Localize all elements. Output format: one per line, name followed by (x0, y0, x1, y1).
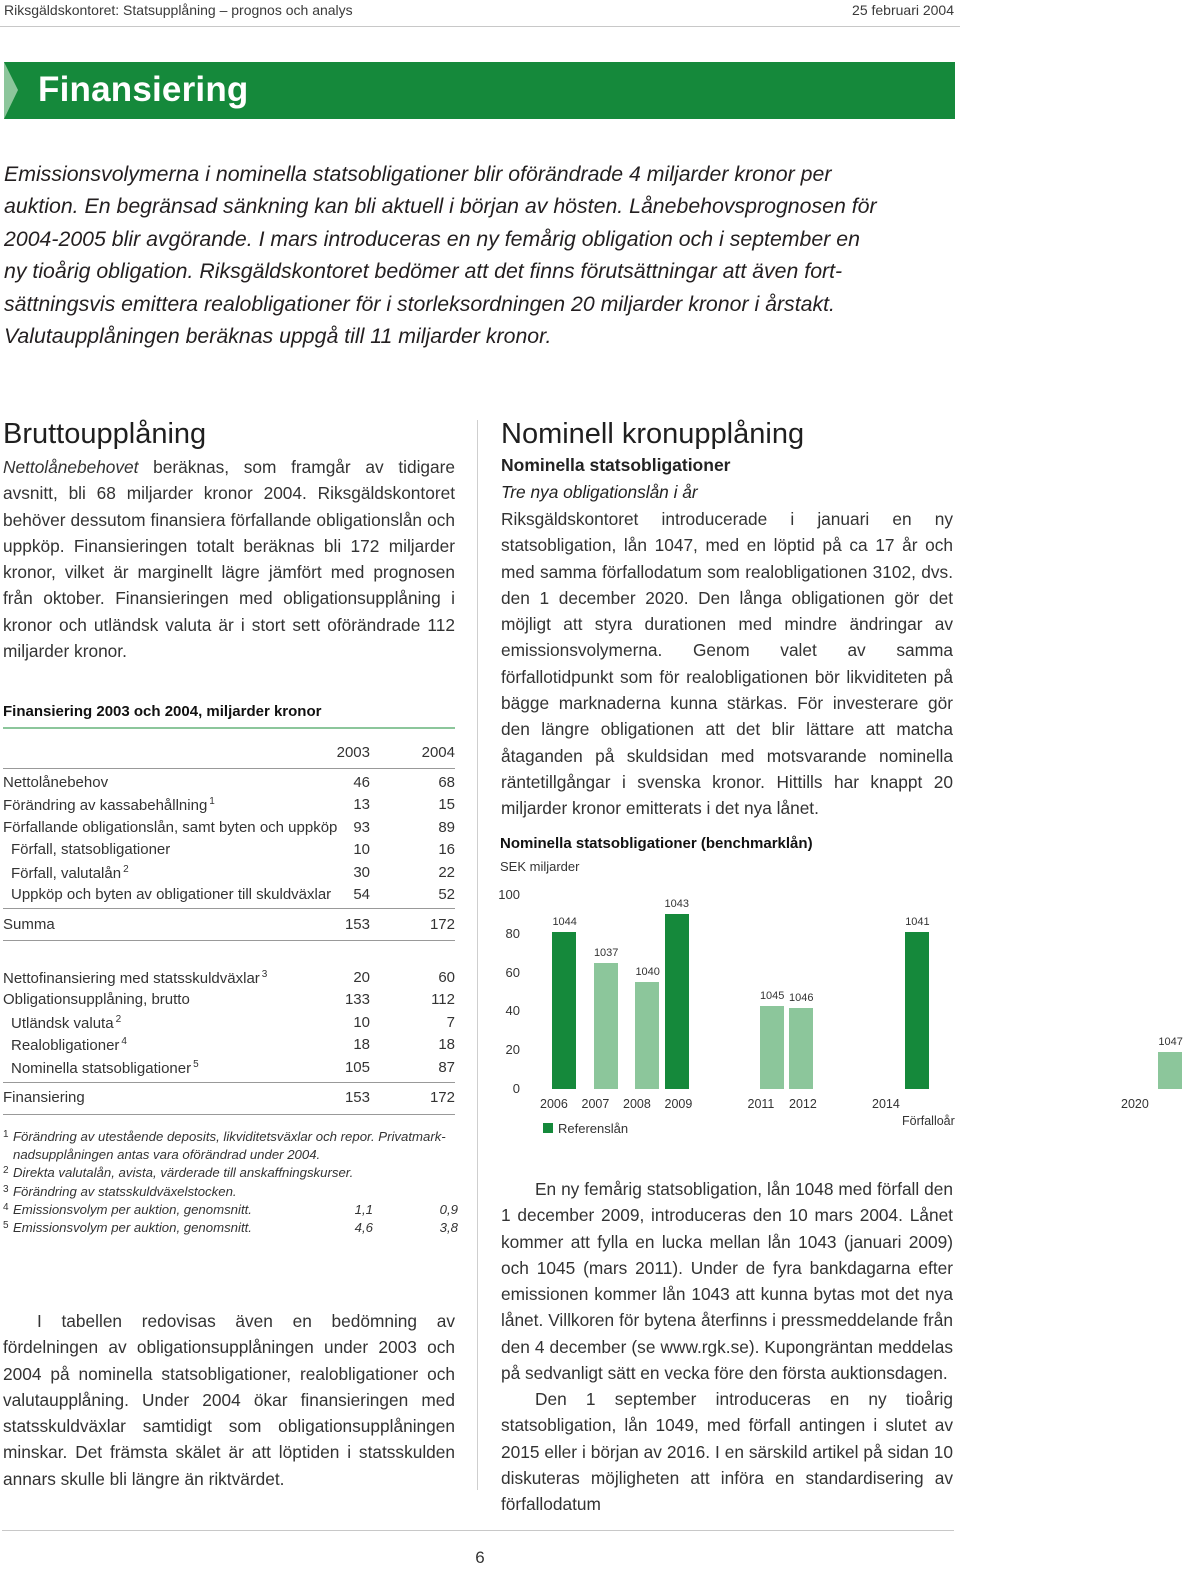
x-tick-label: 2011 (747, 1097, 775, 1111)
table-row (3, 1014, 455, 1034)
row-label (3, 774, 108, 791)
footnote (3, 1183, 458, 1201)
left-para-emphasis: Nettolånebehovet (3, 457, 139, 477)
bar-label: 1046 (789, 991, 814, 1004)
footnote-text: Emissionsvolym per auktion, genomsnitt. (13, 1201, 252, 1217)
row-label (3, 969, 267, 987)
footnote-ref: 5 (193, 1058, 199, 1070)
table-row (3, 991, 455, 1011)
bar-label: 1044 (552, 915, 577, 928)
intro-line: auktion. En begränsad sänkning kan bli aktuell i början av hösten. Lånebehovsprognosen för (4, 194, 877, 219)
row-label-text: Utländsk valuta (11, 1014, 114, 1032)
total-rule (3, 1082, 455, 1083)
cell-2004: 16 (438, 841, 455, 859)
row-label (3, 991, 190, 1008)
footnote (3, 1164, 458, 1182)
left-paragraph (3, 454, 455, 664)
row-label-text: Nettolånebehov (3, 774, 109, 791)
cell-2004: 22 (438, 863, 455, 881)
row-label (11, 864, 129, 882)
legend-swatch (543, 1123, 553, 1133)
intro-line: 2004-2005 blir avgörande. I mars introduceras en ny femårig obligation och i september en (4, 226, 860, 251)
row-label (11, 841, 170, 858)
row-label-text: Förfallande obligationslån, samt byten och uppköp (3, 818, 338, 836)
footnote-text: Direkta valutalån, avista, värderade till anskaffningskurser. (13, 1165, 354, 1181)
footnote (3, 1128, 458, 1146)
y-tick-label: 0 (512, 1081, 520, 1096)
right-paragraph-1: Riksgäldskontoret introducerade i januari en ny statsobligation, lån 1047, med en löptid på ca 17 år och med samma förfallodatum som realobligationen 3102, dvs. den 1 december 2020. Den långa obligationen gör det möjligt att styra durationen med mindre ändringar av emissionsvolymerna. Genom valet av samma förfallotidpunkt som för realobligationen bör likviditeten på bägge marknaderna kunna stärkas. För investerare gör den längre obligationen att det blir lättare att matcha åtaganden på skuldsidan med motsvarande nominella räntetillgångar i svenska kronor. Hittills har knappt 20 miljarder kronor emitterats i det nya lånet. (501, 509, 953, 819)
cell-2004: 112 (431, 991, 455, 1009)
row-label-text: Nominella statsobligationer (11, 1059, 192, 1077)
right-paragraph-2: En ny femårig statsobligation, lån 1048 med förfall den 1 december 2009, introduceras den 10 mars 2004. Lånet kommer att fylla en lucka mellan lån 1043 (januari 2009) och 1045 (mars 2011). Under de fyra bankdagarna efter emissionen kommer lån 1043 att kunna bytas mot det nya lånet. Villkoren för bytena återfinns i pressmeddelande från den 4 december (se www.rgk.se). Kupongräntan meddelas på sedvanligt sätt en vecka före den första auktionsdagen. (501, 1179, 953, 1384)
cell-2003: 54 (353, 886, 370, 903)
right-paragraph-3: Den 1 september introduceras en ny tioårig statsobligation, lån 1049, med förfall antingen i slutet av 2015 eller i början av 2016. I en särskild artikel på sidan 10 diskuteras möjligheten att införa en standardisering av förfallodatum (501, 1389, 953, 1515)
intro-line: ny tioårig obligation. Riksgäldskontoret bedömer att det finns förutsättningar att även fort- (4, 259, 843, 284)
footnote-2004: 0,9 (439, 1201, 458, 1217)
table-footnotes (3, 1128, 458, 1237)
chart-legend (543, 1121, 628, 1136)
bar-1047 (1158, 1052, 1182, 1089)
x-tick-label: 2014 (872, 1097, 900, 1111)
summa-row (3, 916, 455, 936)
chart-title: Nominella statsobligationer (benchmarklån) (500, 835, 813, 852)
intro-line: Valutaupplåningen beräknas uppgå till 11 miljarder kronor. (4, 324, 552, 349)
y-tick-label: 80 (505, 925, 520, 941)
running-header (0, 0, 960, 27)
bar-1040 (635, 982, 659, 1089)
row-label-text: Förfall, valutalån (11, 864, 122, 882)
bar-1041 (905, 932, 929, 1089)
row-label (11, 1059, 199, 1077)
col-2004-header: 2004 (421, 744, 455, 761)
row-label-text: Förfall, statsobligationer (11, 841, 171, 859)
footnote-text: Emissionsvolym per auktion, genomsnitt. (13, 1220, 252, 1236)
table-top-rule (3, 727, 455, 729)
cell-2004: 60 (438, 969, 455, 986)
bar-label: 1040 (635, 966, 660, 979)
footnote-2003: 4,6 (354, 1220, 373, 1236)
row-label (11, 886, 331, 903)
row-label (11, 1036, 127, 1054)
row-label-text: Uppköp och byten av obligationer till skuldväxlar (11, 886, 332, 903)
footer-rule (2, 1530, 954, 1531)
table-title: Finansiering 2003 och 2004, miljarder kronor (3, 703, 322, 720)
x-tick-label: 2020 (1121, 1097, 1149, 1111)
footnote-2003: 1,1 (354, 1201, 373, 1217)
cell-2004: 18 (438, 1036, 455, 1054)
bar-1044 (552, 932, 576, 1089)
row-label (3, 819, 337, 836)
footnote-number: 1 (3, 1129, 9, 1140)
intro-paragraph (4, 158, 954, 352)
total-label: Finansiering (3, 1089, 85, 1106)
cell-2004: 68 (438, 774, 455, 791)
footnote-number: 4 (3, 1201, 9, 1213)
row-label-text: Förändring av kassabehållning (3, 797, 208, 815)
footnote-number: 5 (3, 1220, 9, 1232)
footnote (3, 1219, 458, 1237)
right-heading: Nominell kronupplåning (501, 418, 805, 450)
banner-arrow-icon (4, 62, 18, 119)
footnote-text: Förändring av statsskuldväxelstocken. (13, 1183, 237, 1199)
table-row (3, 1059, 455, 1079)
table-row (3, 969, 455, 989)
total-row (3, 1089, 455, 1109)
footnote-ref: 3 (261, 969, 268, 980)
table-row (3, 1036, 455, 1056)
header-publication: Riksgäldskontoret: Statsupplåning – prognos och analys (4, 2, 353, 18)
cell-2004: 52 (438, 886, 455, 903)
bar-1046 (789, 1008, 813, 1089)
footnote-ref: 2 (123, 863, 129, 875)
summa-label: Summa (3, 916, 55, 933)
footnote-text: nadsupplåningen antas vara oförändrad under 2004. (13, 1147, 321, 1163)
bar-label: 1045 (759, 989, 785, 1002)
footnote (3, 1201, 458, 1219)
summa-rule (3, 908, 455, 909)
table-header-row (3, 744, 455, 764)
cell-2003: 105 (344, 1058, 370, 1076)
footnote-ref: 2 (115, 1013, 122, 1025)
row-label-text: Obligationsupplåning, brutto (3, 991, 190, 1009)
row-label (3, 796, 215, 814)
cell-2003: 10 (353, 841, 370, 859)
cell-2004: 7 (446, 1013, 455, 1031)
bar-label: 1047 (1158, 1036, 1183, 1049)
y-tick-label: 100 (498, 887, 520, 902)
bar-label: 1037 (593, 946, 619, 959)
row-label (11, 1014, 121, 1032)
bar-1037 (594, 963, 618, 1089)
y-tick-label: 40 (505, 1003, 520, 1019)
table-row (3, 841, 455, 861)
legend-label: Referenslån (558, 1121, 629, 1136)
column-divider (477, 420, 478, 1490)
cell-2003: 30 (353, 863, 370, 881)
cell-2003: 20 (353, 969, 370, 986)
footnote-ref: 1 (209, 796, 215, 808)
cell-2004: 87 (438, 1058, 455, 1076)
x-tick-label: 2007 (581, 1097, 610, 1111)
left-bottom-paragraph: I tabellen redovisas även en bedömning av fördelningen av obligationsupplåningen under 2003 och 2004 på nominella statsobligationer, realobligationer och valutaupplåning. Under 2004 ökar finansieringen med statsskuldväxlar samtidigt som obligationsupplåningen minskar. Det främsta skälet är att löptiden i statsskulden annars skulle bli längre än riktvärdet. (3, 1311, 455, 1489)
x-tick-label: 2006 (540, 1097, 568, 1111)
footnote-number: 2 (3, 1165, 9, 1177)
cell-2003: 46 (353, 774, 370, 791)
footnote-text: Förändring av utestående deposits, likviditetsväxlar och repor. Privatmark- (13, 1129, 446, 1144)
section-banner (4, 62, 955, 119)
row-label-text: Realobligationer (11, 1037, 120, 1055)
x-tick-label: 2008 (623, 1097, 651, 1111)
footnote-number: 3 (3, 1183, 9, 1195)
total-2003: 153 (344, 1089, 370, 1106)
footnote-ref: 4 (121, 1036, 127, 1048)
summa-2003: 153 (344, 916, 370, 933)
cell-2003: 18 (353, 1036, 370, 1054)
x-axis-title: Förfalloår (902, 1114, 955, 1128)
row-label-text: Nettofinansiering med statsskuldväxlar (3, 970, 260, 987)
summa-2004: 172 (429, 916, 455, 933)
page-number: 6 (475, 1548, 485, 1567)
summa-bottom-rule (3, 940, 455, 941)
table-row (3, 886, 455, 906)
intro-line: sättningsvis emittera realobligationer för i storleksordningen 20 miljarder kronor i årstakt. (4, 291, 835, 316)
table-row (3, 864, 455, 884)
total-2004: 172 (429, 1089, 455, 1106)
total-bottom-rule (3, 1114, 455, 1115)
section-title: Finansiering (38, 70, 249, 109)
y-tick-label: 60 (505, 964, 520, 980)
footnote-2004: 3,8 (439, 1220, 458, 1236)
cell-2003: 93 (353, 818, 370, 836)
x-tick-label: 2012 (789, 1097, 817, 1111)
table-row (3, 796, 455, 816)
y-tick-label: 20 (505, 1042, 520, 1058)
left-heading: Bruttoupplåning (3, 418, 207, 450)
intro-line: Emissionsvolymerna i nominella statsobligationer blir oförändrade 4 miljarder kronor per (4, 162, 832, 186)
right-subsubheading: Tre nya obligationslån i år (501, 482, 698, 502)
right-subheading: Nominella statsobligationer (501, 455, 731, 475)
bar-label: 1043 (664, 898, 689, 911)
chart-y-unit: SEK miljarder (500, 859, 580, 874)
header-date: 25 februari 2004 (852, 2, 954, 18)
cell-2003: 13 (353, 796, 370, 814)
bar-label: 1041 (905, 915, 930, 928)
bar-1045 (760, 1006, 784, 1089)
cell-2003: 133 (344, 991, 370, 1009)
cell-2003: 10 (353, 1013, 370, 1031)
table-header-rule (3, 768, 455, 769)
bar-1043 (665, 914, 689, 1089)
table-row (3, 819, 455, 839)
left-para-text: beräknas, som framgår av tidigare avsnitt, bli 68 miljarder kronor 2004. Riksgäldskontoret behöver dessutom finansiera förfallande obligationslån och uppköp. Finansieringen totalt beräknas bli 172 miljarder kronor, vilket är marginellt lägre jämfört med prognosen från oktober. Finansieringen med obligationsupplåning i kronor och utländsk valuta är i stort sett oförändrade 112 miljarder kronor. (3, 457, 455, 662)
x-tick-label: 2009 (664, 1097, 693, 1111)
table-row (3, 774, 455, 794)
cell-2004: 15 (438, 796, 455, 814)
footnote (3, 1146, 458, 1164)
cell-2004: 89 (438, 818, 455, 836)
col-2003-header: 2003 (336, 744, 370, 761)
